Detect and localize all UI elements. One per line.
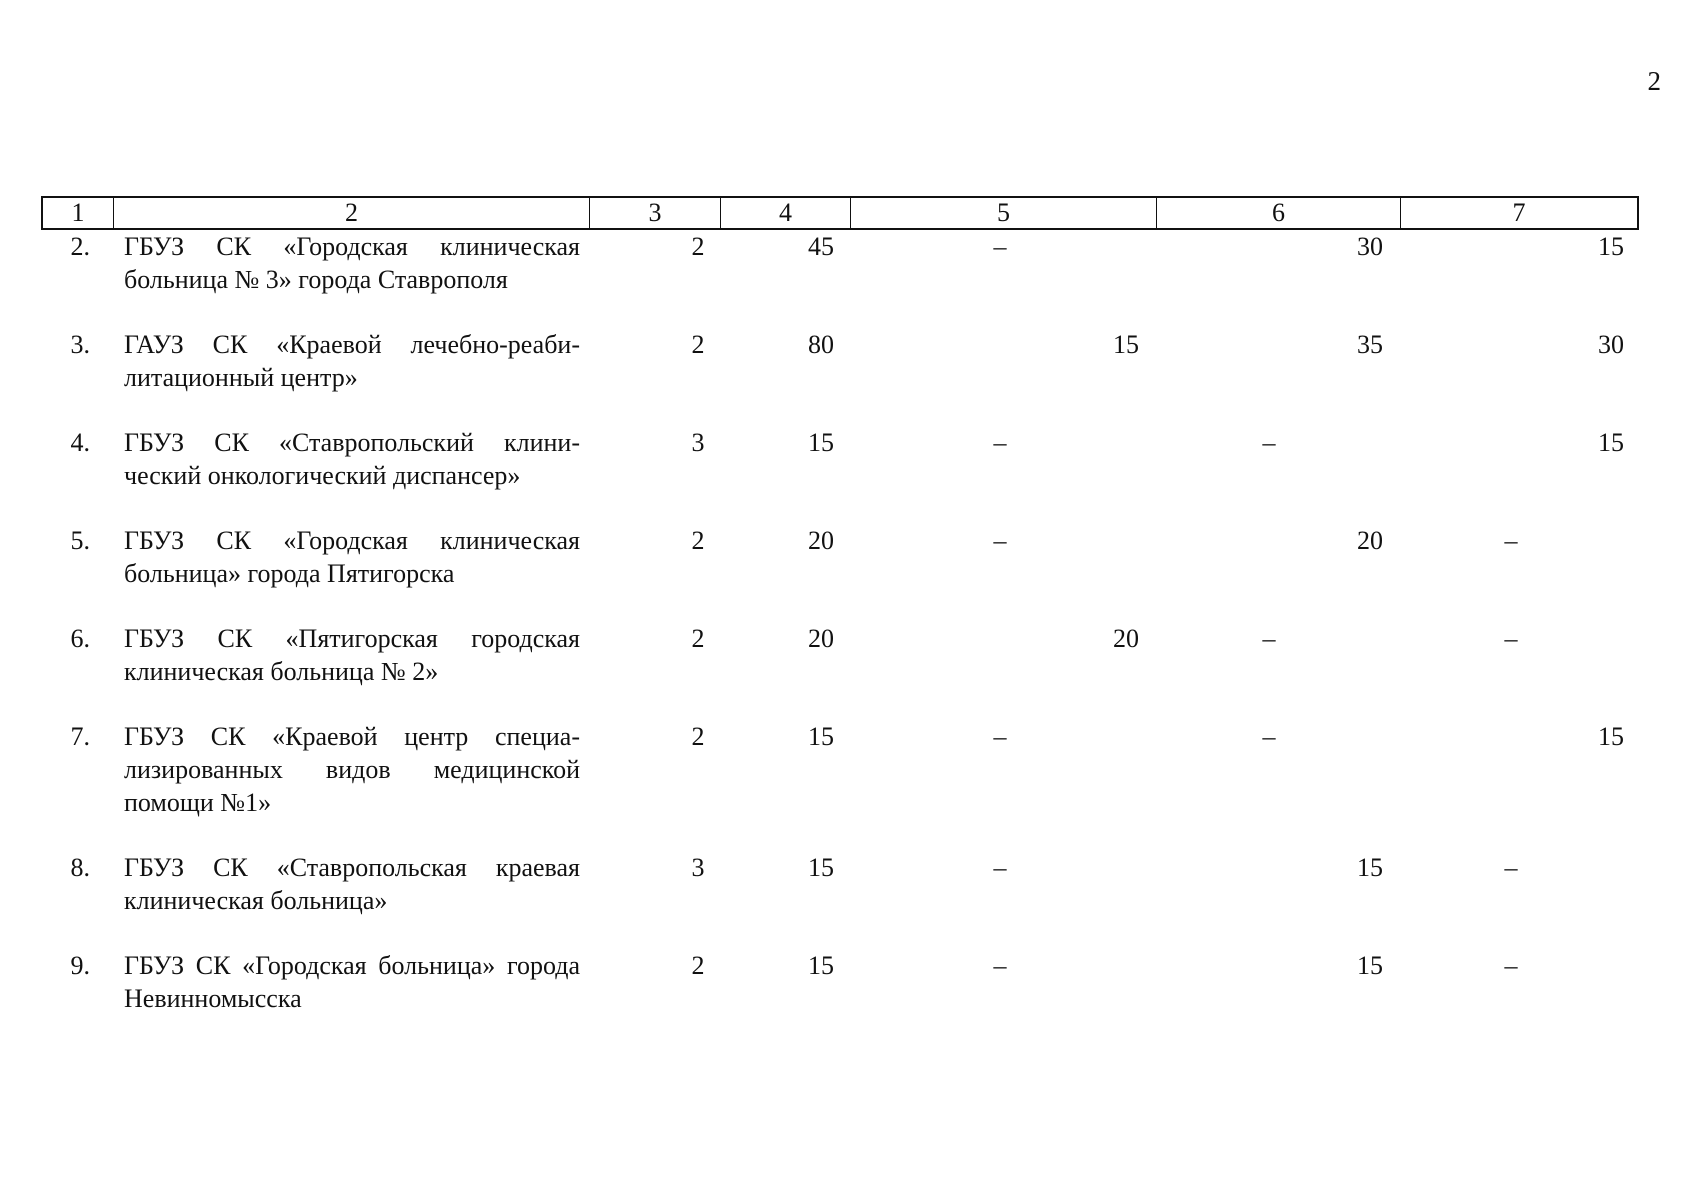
value-col-5-right: 15 [1113,330,1139,359]
value-col-7-left: – [1504,526,1518,555]
value-col-3: 3 [691,853,705,882]
value-col-6-left: – [1262,722,1276,751]
value-col-5-right: 20 [1113,624,1139,653]
institution-name: ГБУЗ СК «Ставропольская краевая клиническая больница» [124,853,580,915]
value-col-5-left: – [993,951,1007,980]
value-col-7-right: 15 [1598,722,1624,751]
header-col-5: 5 [851,198,1157,228]
header-col-4: 4 [721,198,851,228]
value-col-4: 15 [808,428,834,457]
value-col-4: 15 [808,853,834,882]
value-col-7-right: 30 [1598,330,1624,359]
value-col-3: 2 [691,330,705,359]
value-col-3: 2 [691,951,705,980]
row-number: 3. [70,330,90,359]
value-col-7-left: – [1504,853,1518,882]
value-col-7-left: – [1504,951,1518,980]
institution-name: ГБУЗ СК «Городская клиническая больница» города Пятигорска [124,526,580,588]
header-col-2: 2 [114,198,590,228]
value-col-4: 15 [808,951,834,980]
value-col-6-right: 15 [1357,951,1383,980]
value-col-3: 2 [691,722,705,751]
header-col-7: 7 [1512,198,1526,227]
value-col-7-right: 15 [1598,428,1624,457]
value-col-5-left: – [993,428,1007,457]
row-number: 5. [70,526,90,555]
institution-name: ГБУЗ СК «Ставропольский клини- ческий онкологический диспансер» [124,428,580,490]
value-col-6-left: – [1262,428,1276,457]
value-col-6-left: – [1262,624,1276,653]
value-col-3: 2 [691,526,705,555]
page-number: 2 [1647,66,1661,96]
institution-name: ГБУЗ СК «Городская больница» города Невинномысска [124,951,580,1013]
value-col-3: 2 [691,232,705,261]
row-number: 6. [70,624,90,653]
row-number: 9. [70,951,90,980]
value-col-6-right: 15 [1357,853,1383,882]
value-col-4: 80 [808,330,834,359]
value-col-5-left: – [993,722,1007,751]
value-col-7-right: 15 [1598,232,1624,261]
value-col-4: 20 [808,624,834,653]
header-col-1: 1 [43,198,114,228]
value-col-5-left: – [993,232,1007,261]
value-col-4: 15 [808,722,834,751]
table-header-row [41,196,1639,230]
institution-name: ГБУЗ СК «Пятигорская городская клиническая больница № 2» [124,624,580,686]
value-col-3: 2 [691,624,705,653]
institution-name: ГБУЗ СК «Краевой центр специа- лизированных видов медицинской помощи №1» [124,722,580,817]
row-number: 8. [70,853,90,882]
row-number: 4. [70,428,90,457]
header-col-3: 3 [590,198,721,228]
institution-name: ГАУЗ СК «Краевой лечебно-реаби- литационный центр» [124,330,580,392]
institution-name: ГБУЗ СК «Городская клиническая больница № 3» города Ставрополя [124,232,580,294]
value-col-4: 20 [808,526,834,555]
value-col-6-right: 30 [1357,232,1383,261]
value-col-6-right: 35 [1357,330,1383,359]
value-col-3: 3 [691,428,705,457]
row-number: 2. [70,232,90,261]
header-col-6: 6 [1157,198,1401,228]
value-col-5-left: – [993,853,1007,882]
value-col-4: 45 [808,232,834,261]
value-col-6-right: 20 [1357,526,1383,555]
value-col-5-left: – [993,526,1007,555]
value-col-7-left: – [1504,624,1518,653]
row-number: 7. [70,722,90,751]
